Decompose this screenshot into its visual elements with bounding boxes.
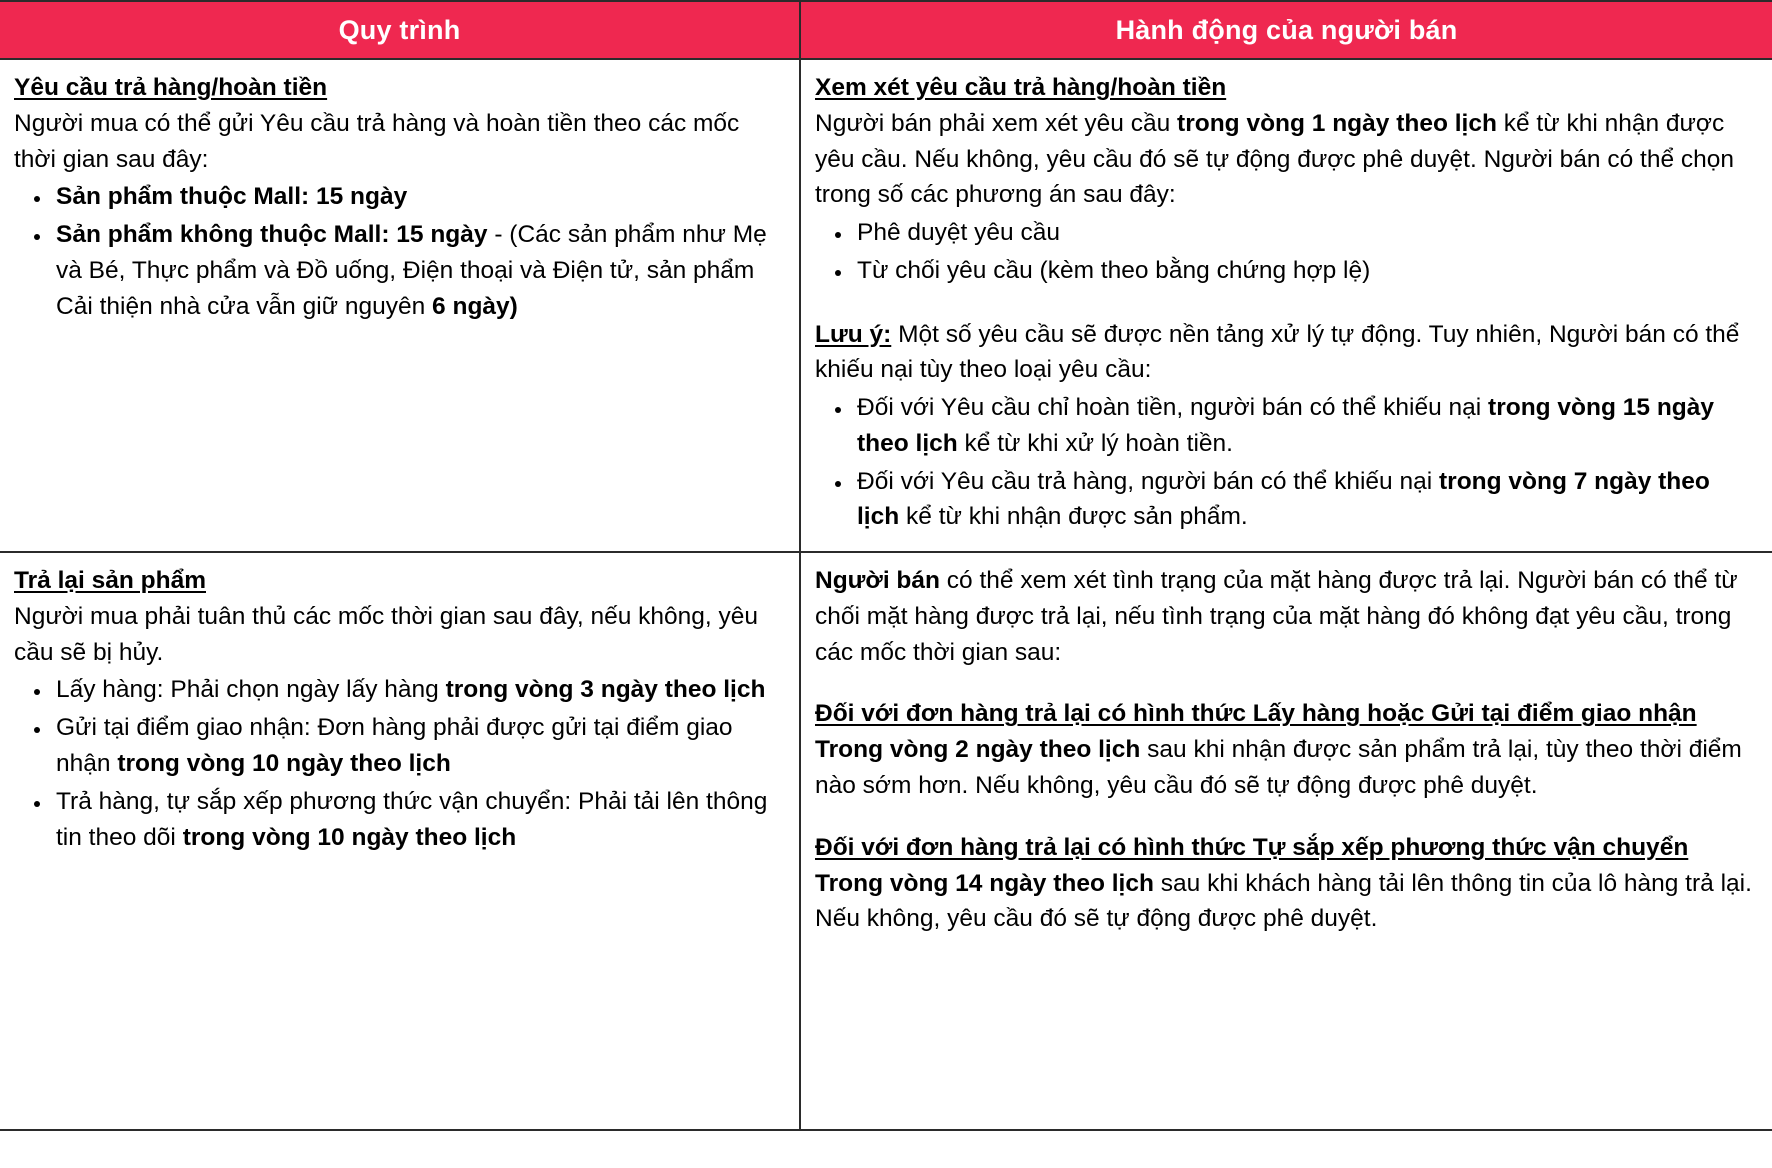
list-item [52, 784, 785, 856]
list-item [853, 464, 1758, 536]
spacer [815, 670, 1758, 696]
note-paragraph [815, 317, 1758, 389]
subsection-highlight: Trong vòng 14 ngày theo lịch [815, 869, 1154, 897]
list-item [52, 179, 785, 215]
bullet-list [14, 672, 785, 855]
subsection-text: sau khi nhận được sản phẩm trả lại, tùy theo thời điểm nào sớm hơn. Nếu không, yêu cầu đó sẽ tự động được phê duyệt. [815, 736, 1742, 800]
list-item [52, 217, 785, 324]
cell-seller-action-return-product [800, 552, 1772, 1130]
list-item-highlight: trong vòng 3 ngày theo lịch [445, 676, 766, 704]
list-item-highlight: trong vòng 10 ngày theo lịch [182, 823, 517, 851]
list-item: • Từ chối yêu cầu (kèm theo bằng chứng hợp lệ) [853, 253, 1758, 289]
list-item-highlight: trong vòng 10 ngày theo lịch [117, 750, 451, 778]
note-label: Lưu ý: [815, 320, 892, 348]
list-item-highlight: trong vòng 7 ngày theo lịch [857, 467, 1710, 531]
spacer [815, 804, 1758, 830]
section-intro-text: Người mua phải tuân thủ các mốc thời gian sau đây, nếu không, yêu cầu sẽ bị hủy. [14, 602, 759, 666]
list-item [853, 390, 1758, 462]
subsection-highlight: Trong vòng 2 ngày theo lịch [815, 736, 1141, 764]
column-header-seller-action: Hành động của người bán [800, 1, 1772, 59]
section-heading: Trả lại sản phẩm [14, 567, 206, 595]
list-item-bold-lead: Sản phẩm thuộc Mall: 15 ngày [56, 183, 408, 211]
subsection-text: sau khi khách hàng tải lên thông tin của lô hàng trả lại. Nếu không, yêu cầu đó sẽ tự động được phê duyệt. [815, 869, 1752, 933]
list-item-lead: Gửi tại điểm giao nhận: Đơn hàng phải được gửi tại điểm giao nhận [56, 714, 733, 778]
list-item: • Phê duyệt yêu cầu [853, 215, 1758, 251]
options-list [815, 215, 1758, 289]
spacer [815, 291, 1758, 317]
intro-highlight: trong vòng 1 ngày theo lịch [1177, 109, 1497, 137]
intro-part-a: Người bán phải xem xét yêu cầu [815, 109, 1178, 137]
cell-process-return-product [0, 552, 800, 1130]
note-text: Một số yêu cầu sẽ được nền tảng xử lý tự động. Tuy nhiên, Người bán có thể khiếu nại tùy theo loại yêu cầu: [815, 320, 1740, 384]
list-item-tail: kể từ khi nhận được sản phẩm. [899, 503, 1248, 531]
section-heading: Yêu cầu trả hàng/hoàn tiền [14, 74, 328, 101]
column-header-process: Quy trình [0, 1, 800, 59]
list-item-bold-tail: 6 ngày) [432, 292, 518, 320]
note-bullet-list [815, 390, 1758, 535]
cell-seller-action-review-request [800, 59, 1772, 552]
table-row [0, 59, 1772, 552]
section-intro-text [815, 106, 1758, 213]
list-item-bold-lead: Sản phẩm không thuộc Mall: 15 ngày [56, 221, 488, 249]
section-intro-text [815, 563, 1758, 670]
list-item-rest: - (Các sản phẩm như Mẹ và Bé, Thực phẩm và Đồ uống, Điện thoại và Điện tử, sản phẩm Cải thiện nhà cửa vẫn giữ nguyên [56, 221, 767, 320]
list-item-lead: Đối với Yêu cầu chỉ hoàn tiền, người bán có thể khiếu nại [857, 394, 1489, 422]
section-intro-text: Người mua có thể gửi Yêu cầu trả hàng và hoàn tiền theo các mốc thời gian sau đây: [14, 109, 740, 173]
table-header-row [0, 1, 1772, 59]
cell-process-return-refund-request [0, 59, 800, 552]
list-item-lead: Lấy hàng: Phải chọn ngày lấy hàng [56, 676, 446, 704]
table-body [0, 59, 1772, 1130]
list-item-lead: Trả hàng, tự sắp xếp phương thức vận chuyển: Phải tải lên thông tin theo dõi [56, 787, 768, 851]
intro-highlight: Người bán [815, 567, 940, 595]
bullet-list [14, 179, 785, 324]
section-heading: Xem xét yêu cầu trả hàng/hoàn tiền [815, 74, 1227, 101]
list-item-lead: Đối với Yêu cầu trả hàng, người bán có thể khiếu nại [857, 467, 1439, 495]
intro-text: có thể xem xét tình trạng của mặt hàng được trả lại. Người bán có thể từ chối mặt hàng được trả lại, nếu tình trạng của mặt hàng đó không đạt yêu cầu, trong các mốc thời gian sau: [815, 567, 1738, 666]
list-item-highlight: trong vòng 15 ngày theo lịch [857, 394, 1714, 457]
table-header [0, 1, 1772, 59]
list-item [52, 672, 785, 708]
list-item [52, 710, 785, 782]
list-item-tail: kể từ khi xử lý hoàn tiền. [957, 429, 1233, 457]
subsection-body [815, 732, 1758, 804]
table-row [0, 552, 1772, 1130]
intro-part-b: kể từ khi nhận được yêu cầu. Nếu không, yêu cầu đó sẽ tự động được phê duyệt. Người bán có thể chọn trong số các phương án sau đây: [815, 109, 1735, 209]
subsection-heading: Đối với đơn hàng trả lại có hình thức Lấy hàng hoặc Gửi tại điểm giao nhận [815, 700, 1697, 728]
subsection-body [815, 866, 1758, 938]
subsection-heading: Đối với đơn hàng trả lại có hình thức Tự sắp xếp phương thức vận chuyển [815, 833, 1689, 861]
